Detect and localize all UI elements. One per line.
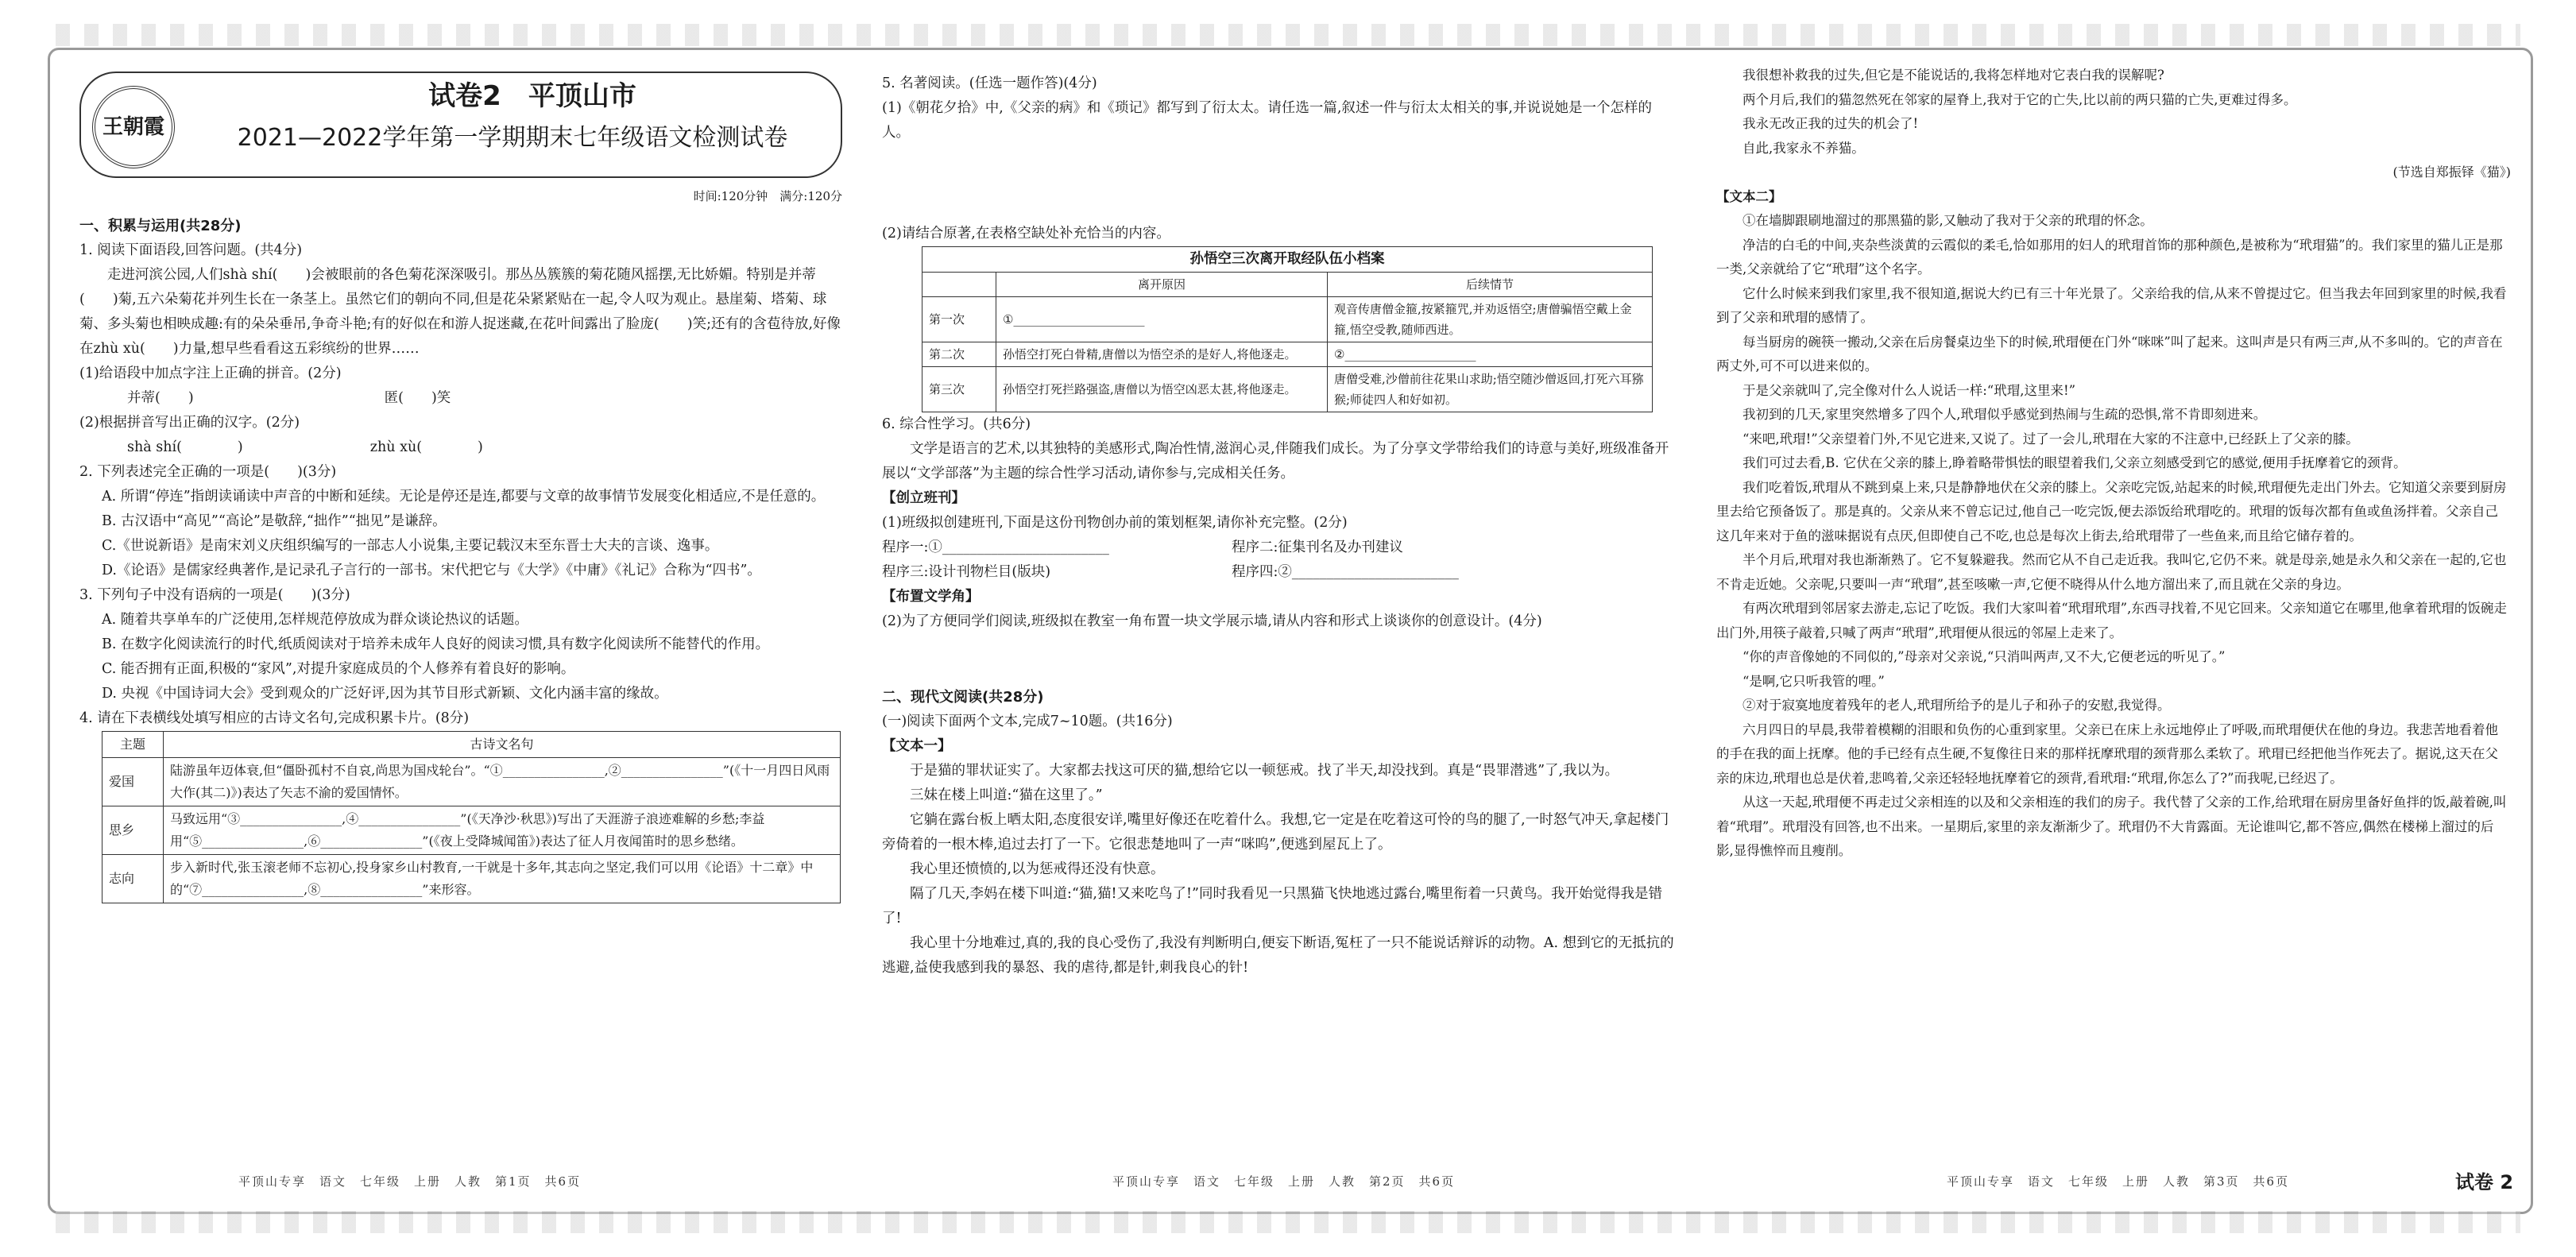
table-header: 后续情节 bbox=[1328, 273, 1653, 297]
sub-question: (2)根据拼音写出正确的汉字。(2分) bbox=[79, 415, 300, 431]
subsection-heading: 【布置文学角】 bbox=[882, 589, 980, 605]
paper-subtitle: 2021—2022学年第一学期期末七年级语文检测试卷 bbox=[237, 124, 788, 152]
passage-paragraph: 两个月后,我们的猫忽然死在邻家的屋脊上,我对于它的亡失,比以前的两只猫的亡失,更难过得多。 bbox=[1742, 91, 2297, 107]
passage-paragraph: 六月四日的早晨,我带着模糊的泪眼和负伤的心重到家里。父亲已在床上永远地停止了呼吸,而玳瑁便伏在他的身边。我悲苦地看着他的手在我的面上抚摩。他的手已经有点生硬,不复像往日来的那样抚摩玳瑁的颈背那么柔软了。玳瑁已经把他当作死去了。据说,这天在父亲的床边,玳瑁也总是伏着,悲鸣着,父亲还轻轻地抚摩着它的颈背,看玳瑁:“玳瑁,你怎么了?”而我呢,已经迟了。 bbox=[1716, 721, 2498, 786]
row-reason: 孙悟空打死拦路强盗,唐僧以为悟空凶恶太甚,将他逐走。 bbox=[996, 367, 1328, 412]
table-row bbox=[922, 342, 1653, 367]
source-note: (节选自郑振铎《猫》) bbox=[2392, 164, 2511, 180]
table-row bbox=[922, 297, 1653, 342]
reading-instruction: (一)阅读下面两个文本,完成7~10题。(共16分) bbox=[882, 714, 1173, 729]
passage-paragraph: “是啊,它只听我管的哩。” bbox=[1742, 673, 1885, 689]
decorative-border-bottom bbox=[56, 1211, 2520, 1233]
program-step: 程序一:①________________________ bbox=[882, 540, 1109, 555]
section-heading: 二、现代文阅读(共28分) bbox=[882, 689, 1044, 706]
page-column-3 bbox=[1716, 64, 2511, 864]
passage-text: 走进河滨公园,人们shà shí( )会被眼前的各色菊花深深吸引。那丛丛簇簇的菊花随风摇摆,无比娇媚。特别是并蒂( )菊,五六朵菊花并列生长在一条茎上。虽然它们的朝向不同,但是花朵紧紧贴在一起,令人叹为观止。悬崖菊、塔菊、球菊、多头菊也相映成趣:有的朵朵垂吊,争奇斗艳;有的好似在和游人捉迷藏,在花叶间露出了脸庞( )笑;还有的含苞待放,好像在zhù xù( )力量,想早些看看这五彩缤纷的世界…… bbox=[79, 267, 841, 357]
passage-paragraph: 有两次玳瑁到邻居家去游走,忘记了吃饭。我们大家叫着“玳瑁玳瑁”,东西寻找着,不见它回来。父亲知道它在哪里,他拿着玳瑁的饭碗走出门外,用筷子敲着,只喊了两声“玳瑁”,玳瑁便从很远的邻屋上走来了。 bbox=[1716, 601, 2507, 640]
passage-paragraph: “你的声音像她的不同似的,”母亲对父亲说,“只消叫两声,又不大,它便老远的听见了。” bbox=[1742, 649, 2226, 664]
table-header: 主题 bbox=[102, 732, 164, 758]
question-6: 6. 综合性学习。(共6分) bbox=[882, 416, 1031, 432]
option-b: B. 古汉语中“高见”“高论”是敬辞,“拙作”“拙见”是谦辞。 bbox=[102, 513, 447, 529]
option-a: A. 随着共享单车的广泛使用,怎样规范停放成为群众谈论热议的话题。 bbox=[102, 612, 528, 628]
sub-question: (1)《朝花夕拾》中,《父亲的病》和《琐记》都写到了衍太太。请任选一篇,叙述一件与衍太太相关的事,并说说她是一个怎样的人。 bbox=[882, 100, 1652, 141]
section-heading: 一、积累与运用(共28分) bbox=[79, 218, 242, 234]
page-footer: 平顶山专享 语文 七年级 上册 人教 第2页 共6页 bbox=[1112, 1174, 1456, 1189]
option-c: C. 能否拥有正面,积极的“家风”,对提升家庭成员的个人修养有着良好的影响。 bbox=[102, 661, 575, 677]
row-after: 唐僧受难,沙僧前往花果山求助;悟空随沙僧返回,打死六耳猕猴;师徒四人和好如初。 bbox=[1328, 367, 1653, 412]
table-header: 古诗文名句 bbox=[164, 732, 841, 758]
passage-paragraph: ②对于寂寞地度着残年的老人,玳瑁所给予的是儿子和孙子的安慰,我觉得。 bbox=[1742, 698, 2171, 713]
passage-text: 文学是语言的艺术,以其独特的美感形式,陶冶性情,滋润心灵,伴随我们成长。为了分享文学带给我们的诗意与美好,班级准备开展以“文学部落”为主题的综合性学习活动,请你参与,完成相关任务。 bbox=[882, 441, 1669, 482]
text-label: 【文本二】 bbox=[1716, 188, 1782, 204]
header-box bbox=[79, 72, 842, 178]
row-after: 观音传唐僧金箍,按紧箍咒,并劝返悟空;唐僧骗悟空戴上金箍,悟空受教,随师西进。 bbox=[1328, 297, 1653, 342]
passage-paragraph: 它躺在露台板上晒太阳,态度很安详,嘴里好像还在吃着什么。我想,它一定是在吃着这可怜的鸟的腿了,一时怒气冲天,拿起楼门旁倚着的一根木棒,追过去打了一下。它很悲楚地叫了一声“咪呜”,便逃到屋瓦上了。 bbox=[882, 812, 1669, 853]
question-1: 1. 阅读下面语段,回答问题。(共4分) bbox=[79, 242, 303, 258]
text-label: 【文本一】 bbox=[882, 738, 952, 754]
page-footer: 平顶山专享 语文 七年级 上册 人教 第1页 共6页 bbox=[238, 1174, 582, 1189]
paper-title: 试卷2 平顶山市 bbox=[428, 80, 636, 112]
subsection-heading: 【创立班刊】 bbox=[882, 490, 965, 506]
program-step: 程序三:设计刊物栏目(版块) bbox=[882, 564, 1051, 580]
passage-paragraph: 自此,我家永不养猫。 bbox=[1742, 140, 1865, 156]
row-reason: 孙悟空打死白骨精,唐僧以为悟空杀的是好人,将他逐走。 bbox=[996, 342, 1328, 367]
char-blank: shà shí( ) bbox=[127, 439, 243, 455]
pinyin-blank: 并蒂( ) bbox=[127, 390, 194, 406]
option-a: A. 所谓“停连”指朗读诵读中声音的中断和延续。无论是停还是连,都要与文章的故事情节发展变化相适应,不是任意的。 bbox=[102, 489, 826, 505]
page-column-1 bbox=[79, 72, 842, 903]
sub-question: (2)为了方便同学们阅读,班级拟在教室一角布置一块文学展示墙,请从内容和形式上谈谈你的创意设计。(4分) bbox=[882, 613, 1542, 629]
sub-question: (1)班级拟创建班刊,下面是这份刊物创办前的策划框架,请你补充完整。(2分) bbox=[882, 515, 1348, 531]
row-content: 步入新时代,张玉滚老师不忘初心,投身家乡山村教育,一干就是十多年,其志向之坚定,我们可以用《论语》十二章》中的“⑦________________,⑧________________”来形容。 bbox=[164, 855, 841, 903]
row-reason: ①______________________ bbox=[996, 297, 1328, 342]
passage-paragraph: 于是父亲就叫了,完全像对什么人说话一样:“玳瑁,这里来!” bbox=[1742, 382, 2076, 398]
passage-paragraph: 隔了几天,李妈在楼下叫道:“猫,猫!又来吃鸟了!”同时我看见一只黑猫飞快地逃过露台,嘴里衔着一只黄鸟。我开始觉得我是错了! bbox=[882, 886, 1663, 926]
passage-paragraph: 我很想补救我的过失,但它是不能说话的,我将怎样地对它表白我的误解呢? bbox=[1742, 68, 2164, 83]
sub-question: (1)给语段中加点字注上正确的拼音。(2分) bbox=[79, 365, 342, 381]
passage-paragraph: 三妹在楼上叫道:“猫在这里了。” bbox=[910, 787, 1103, 803]
question-5: 5. 名著阅读。(任选一题作答)(4分) bbox=[882, 75, 1097, 91]
paper-number-badge: 试卷 2 bbox=[2455, 1171, 2514, 1193]
program-step: 程序四:②________________________ bbox=[1232, 564, 1459, 580]
table-title: 孙悟空三次离开取经队伍小档案 bbox=[922, 246, 1653, 272]
passage-paragraph: 从这一天起,玳瑁便不再走过父亲相连的以及和父亲相连的我们的房子。我代替了父亲的工作,给玳瑁在厨房里备好鱼拌的饭,敲着碗,叫着“玳瑁”。玳瑁没有回答,也不出来。一星期后,家里的亲友渐渐少了。玳瑁仍不大肯露面。无论谁叫它,都不答应,偶然在楼梯上溜过的后影,显得憔悴而且瘦削。 bbox=[1716, 795, 2507, 858]
option-c: C.《世说新语》是南宋刘义庆组织编写的一部志人小说集,主要记载汉末至东晋士大夫的言谈、逸事。 bbox=[102, 538, 719, 554]
logo: 王朝霞 bbox=[92, 86, 175, 168]
sub-question: (2)请结合原著,在表格空缺处补充恰当的内容。 bbox=[882, 226, 1170, 242]
row-label: 第二次 bbox=[922, 342, 996, 367]
passage-paragraph: ①在墙脚跟刷地溜过的那黑猫的影,又触动了我对于父亲的玳瑁的怀念。 bbox=[1742, 213, 2153, 228]
row-label: 第一次 bbox=[922, 297, 996, 342]
question-2: 2. 下列表述完全正确的一项是( )(3分) bbox=[79, 464, 337, 480]
passage-paragraph: 于是猫的罪状证实了。大家都去找这可厌的猫,想给它以一顿惩戒。找了半天,却没找到。真是“畏罪潜逃”了,我以为。 bbox=[910, 763, 1619, 779]
passage-paragraph: 每当厨房的碗筷一搬动,父亲在后房餐桌边坐下的时候,玳瑁便在门外“咪咪”叫了起来。这叫声是只有两三声,从不多叫的。它的声音在两丈外,可不可以进来似的。 bbox=[1716, 334, 2503, 373]
time-score: 时间:120分钟 满分:120分 bbox=[693, 189, 842, 203]
row-label: 爱国 bbox=[102, 758, 164, 806]
row-label: 志向 bbox=[102, 855, 164, 903]
passage-paragraph: 我初到的几天,家里突然增多了四个人,玳瑁似乎感觉到热闹与生疏的恐惧,常不肯即刻进来。 bbox=[1742, 407, 2267, 422]
question-4: 4. 请在下表横线处填写相应的古诗文名句,完成积累卡片。(8分) bbox=[79, 710, 470, 726]
option-b: B. 在数字化阅读流行的时代,纸质阅读对于培养未成年人良好的阅读习惯,具有数字化阅读所不能替代的作用。 bbox=[102, 636, 770, 652]
option-d: D. 央视《中国诗词大会》受到观众的广泛好评,因为其节目形式新颖、文化内涵丰富的缘故。 bbox=[102, 686, 668, 702]
row-label: 思乡 bbox=[102, 806, 164, 855]
wukong-table bbox=[922, 272, 1653, 412]
row-content: 马致远用“③________________,④________________”(《天净沙·秋思》)写出了天涯游子浪迹难解的乡愁;李益用“⑤________________,⑥________________”(《夜上受降城闻笛》)表达了征人月夜闻笛时的思乡愁绪。 bbox=[164, 806, 841, 855]
row-label: 第三次 bbox=[922, 367, 996, 412]
table-row bbox=[102, 855, 841, 903]
row-content: 陆游虽年迈体衰,但“僵卧孤村不自哀,尚思为国戍轮台”。“①________________,②________________”(《十一月四日风雨大作(其二)》)表达了矢志不渝的爱国情怀。 bbox=[164, 758, 841, 806]
passage-paragraph: 它什么时候来到我们家里,我不很知道,据说大约已有三十年光景了。父亲给我的信,从来不曾提过它。但当我去年回到家里的时候,我看到了父亲和玳瑁的感情了。 bbox=[1716, 285, 2507, 325]
passage-paragraph: 我们吃着饭,玳瑁从不跳到桌上来,只是静静地伏在父亲的膝上。父亲吃完饭,站起来的时候,玳瑁便先走出门外去。它知道父亲要到厨房里去给它预备饭了。那是真的。父亲从来不曾忘记过,他自己一吃完饭,便去添饭给玳瑁吃的。玳瑁的饭每次都有鱼或鱼汤拌着。父亲自己这几年来对于鱼的滋味据说有点厌,但即使自己不吃,也总是每次上街去,给玳瑁带了一些鱼来,而且给它储存着的。 bbox=[1716, 479, 2507, 543]
passage-paragraph: 我们可过去看,B. 它伏在父亲的膝上,睁着略带惧怯的眼望着我们,父亲立刻感受到它的感觉,便用手抚摩着它的颈背。 bbox=[1742, 455, 2407, 470]
question-3: 3. 下列句子中没有语病的一项是( )(3分) bbox=[79, 587, 350, 603]
table-row bbox=[102, 806, 841, 855]
page-footer: 平顶山专享 语文 七年级 上册 人教 第3页 共6页 bbox=[1947, 1174, 2290, 1189]
passage-paragraph: 半个月后,玳瑁对我也渐渐熟了。它不复躲避我。然而它从不自己走近我。我叫它,它仍不来。就是母亲,她是永久和父亲在一起的,它也不肯走近她。父亲呢,只要叫一声“玳瑁”,甚至咳嗽一声,它便不晓得从什么地方溜出来了,而且就在父亲的身边。 bbox=[1716, 552, 2507, 592]
passage-paragraph: “来吧,玳瑁!”父亲望着门外,不见它进来,又说了。过了一会儿,玳瑁在大家的不注意中,已经跃上了父亲的膝。 bbox=[1742, 431, 2359, 447]
passage-paragraph: 我心里十分地难过,真的,我的良心受伤了,我没有判断明白,便妄下断语,冤枉了一只不能说话辩诉的动物。A. 想到它的无抵抗的逃避,益使我感到我的暴怒、我的虐待,都是针,刺我良心的针! bbox=[882, 935, 1674, 976]
decorative-border-top bbox=[56, 24, 2520, 46]
pinyin-blank: 匿( )笑 bbox=[384, 390, 451, 406]
passage-paragraph: 净洁的白毛的中间,夹杂些淡黄的云霞似的柔毛,恰如那用的妇人的玳瑁首饰的那种颜色,是被称为“玳瑁猫”的。我们家里的猫儿正是那一类,父亲就给了它“玳瑁”这个名字。 bbox=[1716, 237, 2503, 277]
program-step: 程序二:征集刊名及办刊建议 bbox=[1232, 540, 1403, 555]
option-d: D.《论语》是儒家经典著作,是记录孔子言行的一部书。宋代把它与《大学》《中庸》《礼记》合称为“四书”。 bbox=[102, 563, 761, 578]
table-row bbox=[922, 367, 1653, 412]
char-blank: zhù xù( ) bbox=[369, 439, 483, 455]
row-after: ②______________________ bbox=[1328, 342, 1653, 367]
poetry-table bbox=[102, 731, 841, 903]
passage-paragraph: 我心里还愤愤的,以为惩戒得还没有快意。 bbox=[910, 861, 1165, 877]
passage-paragraph: 我永无改正我的过失的机会了! bbox=[1742, 116, 1919, 131]
table-row bbox=[102, 758, 841, 806]
table-header: 离开原因 bbox=[996, 273, 1328, 297]
page-column-2 bbox=[882, 72, 1677, 980]
